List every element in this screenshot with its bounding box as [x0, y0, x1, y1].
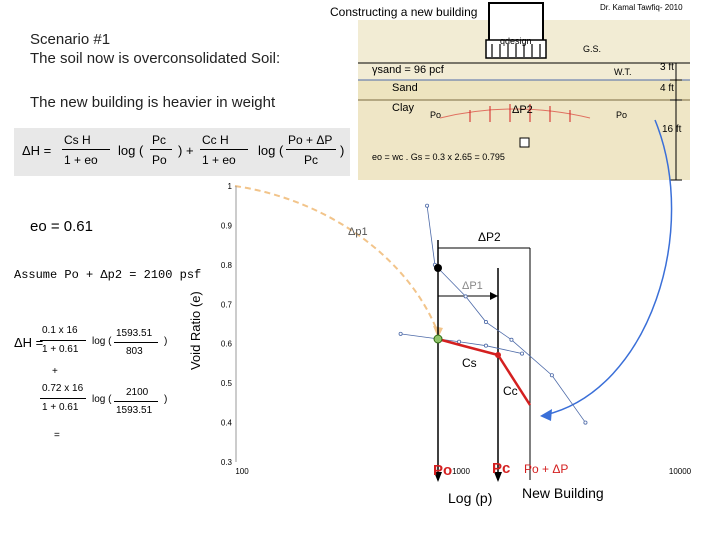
slide-title: Constructing a new building: [330, 5, 478, 19]
y-axis-title: Void Ratio (e): [188, 291, 203, 370]
eq-log-2: log (: [258, 143, 284, 158]
eq-den-2: 1 + eo: [202, 153, 236, 167]
eq-close-plus: ) +: [178, 143, 194, 158]
pc-bottom-label: Pc: [492, 460, 511, 477]
pc-point: [495, 352, 501, 358]
data-point: [510, 338, 513, 341]
calc-frac-line: [40, 398, 86, 399]
eo-value: eo = 0.61: [30, 218, 93, 235]
calc-equals: =: [54, 430, 60, 441]
calc-row1-ratio-den: 803: [126, 346, 143, 357]
q-design-label: qdesign: [500, 36, 532, 46]
data-point: [520, 352, 523, 355]
new-building-label: New Building: [522, 485, 604, 501]
cs-label: Cs: [462, 356, 477, 370]
series-line-1: [401, 334, 522, 354]
y-tick-label: 0.8: [220, 260, 232, 270]
y-tick-label: 0.3: [220, 458, 232, 467]
data-point: [584, 421, 587, 424]
x-axis-title: Log (p): [448, 490, 493, 506]
y-tick-label: 0.5: [220, 379, 232, 389]
blue-arrow-head: [540, 409, 552, 421]
data-point: [484, 344, 487, 347]
soil-element: [520, 138, 529, 147]
scenario-line-2: The soil now is overconsolidated Soil:: [30, 50, 281, 67]
calc-frac-line: [40, 340, 86, 341]
calc-row2-ratio-num: 2100: [126, 387, 149, 398]
eq-pc: Pc: [152, 133, 167, 147]
po-point: [434, 335, 442, 343]
eo-formula: eo = wc . Gs = 0.3 x 2.65 = 0.795: [372, 152, 505, 162]
dp1-top-label: Δp1: [348, 226, 368, 238]
data-point: [457, 340, 460, 343]
calc-row2-log: log (: [92, 394, 112, 405]
data-point: [399, 332, 402, 335]
calc-row1-den: 1 + 0.61: [42, 344, 79, 355]
eq-po-dp: Po + ΔP: [288, 133, 333, 147]
calc-row1-ratio-num: 1593.51: [116, 328, 153, 339]
orange-arrow: [235, 186, 438, 333]
calc-row1-num: 0.1 x 16: [42, 325, 78, 336]
dim-4ft: 4 ft: [660, 83, 674, 94]
data-point: [425, 204, 428, 207]
dim-16ft: 16 ft: [662, 124, 682, 135]
x-tick-label: 1000: [452, 467, 470, 476]
y-tick-label: 0.7: [220, 300, 232, 310]
x-tick-label: 10000: [668, 467, 692, 476]
initial-point: [434, 264, 442, 272]
compression-curve-plot: [221, 182, 692, 476]
eq-cs-num: Cs H: [64, 133, 91, 147]
po-right-label: Po: [616, 110, 628, 120]
y-tick-label: 0.9: [220, 221, 232, 231]
calc-row2-num: 0.72 x 16: [42, 383, 84, 394]
blue-arrow: [545, 120, 672, 415]
data-point: [464, 295, 467, 298]
eq-dh: ΔH =: [22, 143, 52, 158]
data-point: [484, 320, 487, 323]
calc-dh: ΔH =: [14, 335, 44, 350]
calc-row2-close: ): [164, 394, 168, 405]
eq-log-1: log (: [118, 143, 144, 158]
x-tick-label: 100: [235, 467, 249, 476]
cc-label: Cc: [503, 384, 518, 398]
calc-row2-den: 1 + 0.61: [42, 402, 79, 413]
gs-label: G.S.: [583, 44, 602, 54]
author-label: Dr. Kamal Tawfiq- 2010: [600, 3, 683, 12]
assume-note: Assume Po + Δp2 = 2100 psf: [14, 268, 202, 282]
y-tick-label: 0.6: [220, 339, 232, 349]
calc-frac-line: [114, 342, 158, 343]
dp2-soil-label: ΔP2: [512, 104, 533, 116]
heavier-note: The new building is heavier in weight: [30, 94, 276, 111]
calc-row1-close: ): [164, 336, 168, 347]
po-dp-bottom-label: Po + ΔP: [524, 462, 569, 476]
calc-frac-line: [114, 401, 158, 402]
calc-row1-log: log (: [92, 336, 112, 347]
dim-3ft: 3 ft: [660, 62, 674, 73]
eq-den-1: 1 + eo: [64, 153, 98, 167]
clay-label: Clay: [392, 102, 415, 114]
calc-plus: +: [52, 366, 58, 377]
data-point: [550, 374, 553, 377]
calc-row2-ratio-den: 1593.51: [116, 405, 153, 416]
sand-label: Sand: [392, 82, 418, 94]
eq-close: ): [340, 143, 345, 158]
y-tick-label: 0.4: [220, 418, 232, 428]
dimension-lines: [670, 63, 682, 180]
wt-label: W.T.: [614, 67, 632, 77]
scenario-line-1: Scenario #1: [30, 31, 111, 48]
dp1-mid-label: ΔP1: [462, 280, 483, 292]
dp2-top-label: ΔP2: [478, 230, 501, 244]
eq-po: Po: [152, 153, 167, 167]
gamma-sand-label: γsand = 96 pcf: [372, 64, 444, 76]
y-tick-label: 1: [227, 182, 232, 191]
po-left-label: Po: [430, 110, 442, 120]
dp1-arrow-head: [490, 292, 498, 300]
po-bottom-label: Po: [433, 462, 453, 479]
eq-cc-num: Cc H: [202, 133, 229, 147]
eq-pc-2: Pc: [304, 153, 319, 167]
